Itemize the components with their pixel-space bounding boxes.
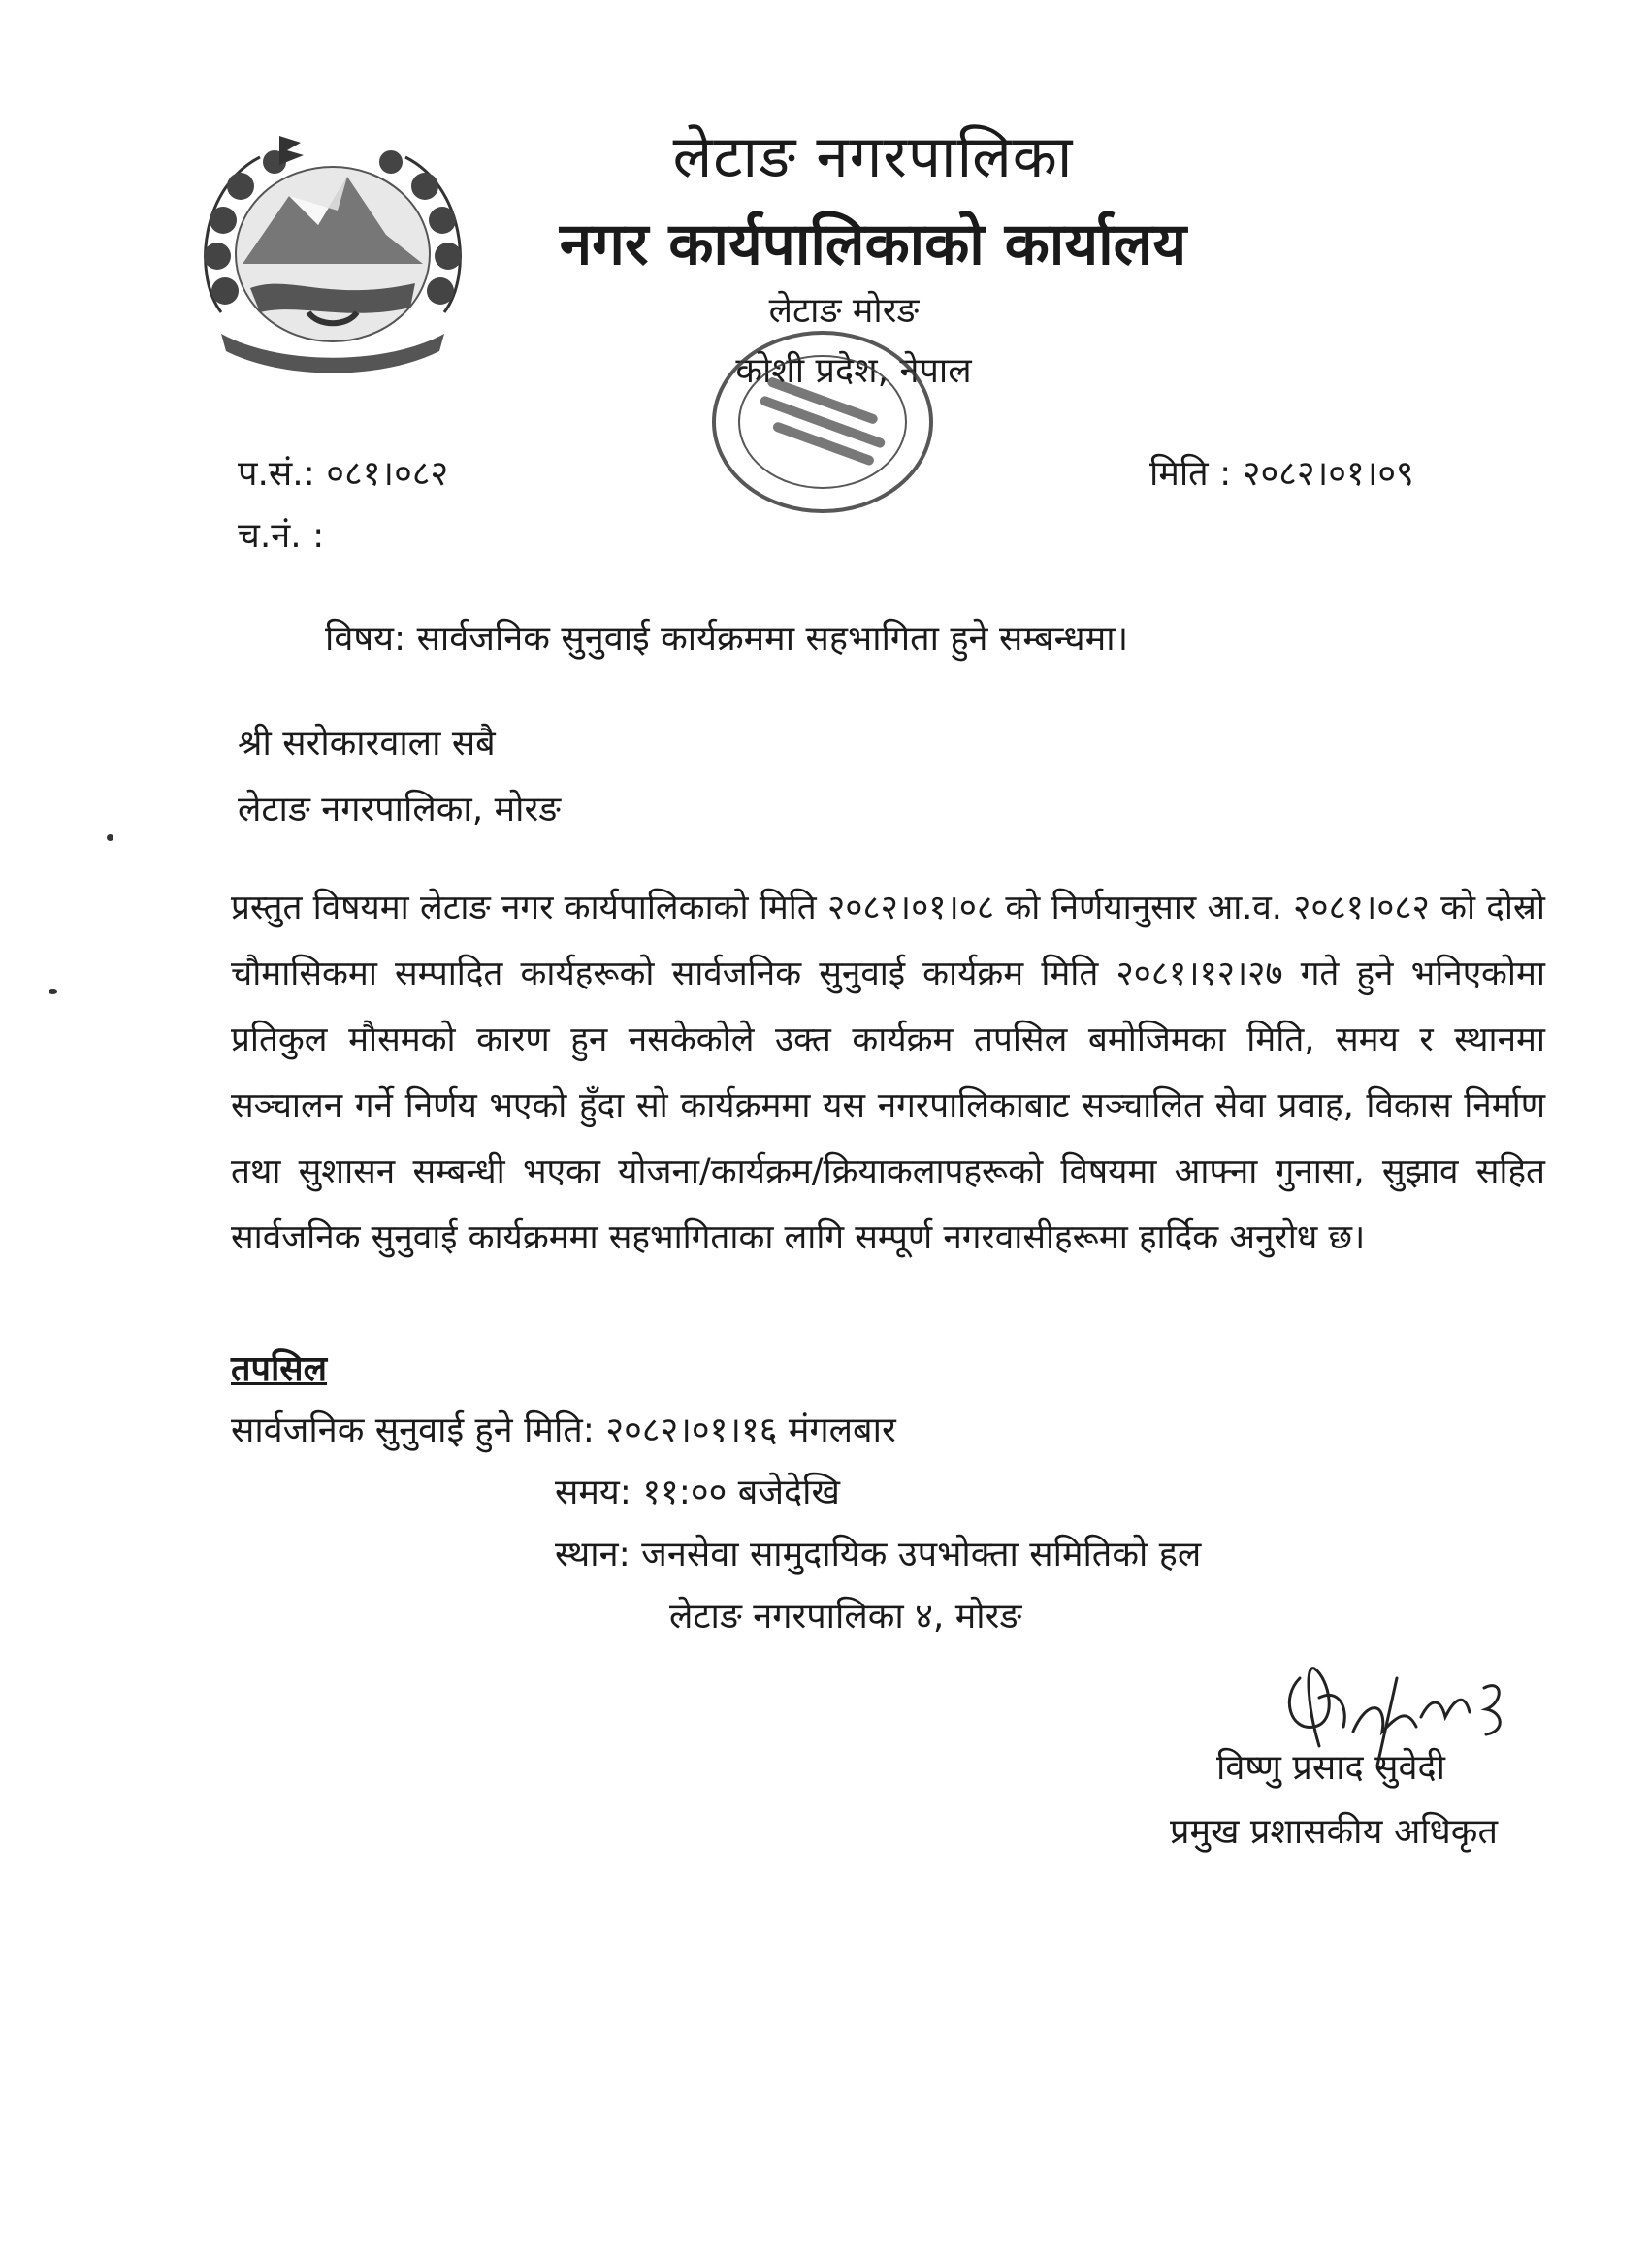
ref-label: प.सं.:: [238, 454, 315, 494]
letter-date: [1149, 448, 1414, 496]
signatory-title: प्रमुख प्रशासकीय अधिकृत: [1170, 1812, 1498, 1852]
address-line-2: कोशी प्रदेश, नेपाल: [735, 351, 972, 391]
schedule-date: सार्वजनिक सुनुवाई हुने मिति: २०८२।०१।१६ मंगलबार: [231, 1410, 896, 1450]
schedule-place-line-2: लेटाङ नगरपालिका ४, मोरङ: [669, 1597, 1022, 1636]
scan-speck: [48, 989, 57, 994]
chalani-number: च.नं. :: [238, 516, 325, 556]
recipient-line-1: श्री सरोकारवाला सबै: [238, 724, 496, 763]
reference-number: [238, 448, 448, 496]
scan-speck: [107, 834, 113, 841]
schedule-place: स्थान: जनसेवा सामुदायिक उपभोक्ता समितिको हल: [555, 1535, 1202, 1574]
signatory-name: विष्णु प्रसाद सुवेदी: [1216, 1748, 1445, 1788]
schedule-time: समय: ११:०० बजेदेखि: [555, 1473, 840, 1512]
office-stamp-icon: [696, 320, 949, 524]
recipient-line-2: लेटाङ नगरपालिका, मोरङ: [238, 790, 562, 829]
subject-line: विषय: सार्वजनिक सुनुवाई कार्यक्रममा सहभागिता हुने सम्बन्धमा।: [325, 619, 1129, 659]
office-name: नगर कार्यपालिकाको कार्यालय: [559, 211, 1187, 278]
date-value: २०८२।०१।०९: [1242, 454, 1414, 494]
address-line-1: लेटाङ मोरङ: [768, 291, 920, 331]
org-name: लेटाङ नगरपालिका: [672, 123, 1074, 191]
schedule-title: तपसिल: [231, 1349, 328, 1389]
letter-body: प्रस्तुत विषयमा लेटाङ नगर कार्यपालिकाको मिति २०८२।०१।०८ को निर्णयानुसार आ.व. २०८१।०८२ को दोस्रो चौमासिकमा सम्पादित कार्यहरूको सार्वजनिक सुनुवाई कार्यक्रम मिति २०८१।१२।२७ गते हुने भनिएकोमा प्रतिकुल मौसमको कारण हुन नसकेकोले उक्त कार्यक्रम तपसिल बमोजिमका मिति, समय र स्थानमा सञ्चालन गर्ने निर्णय भएको हुँदा सो कार्यक्रममा यस नगरपालिकाबाट सञ्चालित सेवा प्रवाह, विकास निर्माण तथा सुशासन सम्बन्धी भएका योजना/कार्यक्रम/क्रियाकलापहरूको विषयमा आफ्ना गुनासा, सुझाव सहित सार्वजनिक सुनुवाई कार्यक्रममा सहभागिताका लागि सम्पूर्ण नगरवासीहरूमा हार्दिक अनुरोध छ।: [231, 889, 1545, 1257]
date-label: मिति :: [1149, 454, 1232, 494]
nepal-emblem-icon: [182, 118, 483, 390]
ref-value: ०८१।०८२: [326, 454, 449, 494]
